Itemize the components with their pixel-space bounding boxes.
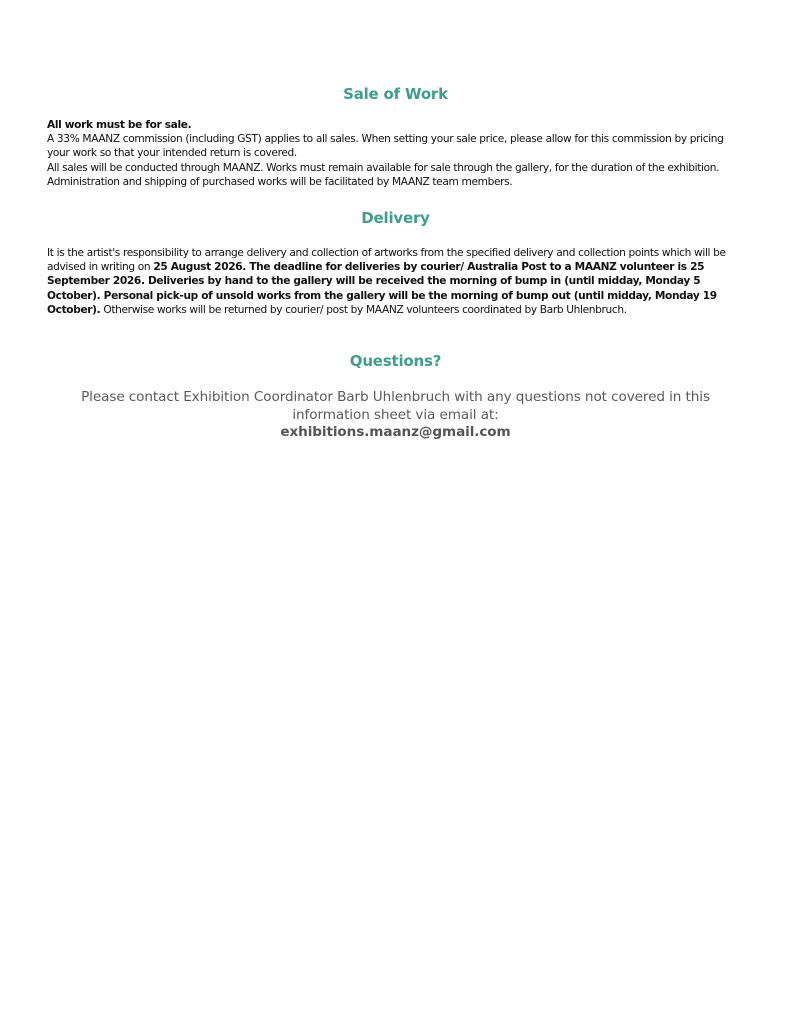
delivery-deadlines: 25 August 2026. The deadline for deliveries by courier/ Australia Post to a MAANZ volunteer is 25 September 2026. Deliveries by hand to the gallery will be received the morning of bump in (until midday, Monday 5 October). Personal pick-up of unsold works from the gallery will be the morning of bump out (until midday, Monday 19 October). bbox=[47, 261, 717, 316]
delivery-section bbox=[47, 246, 744, 317]
delivery-heading: Delivery bbox=[361, 209, 430, 227]
sale-of-work-heading: Sale of Work bbox=[343, 85, 448, 103]
sale-requirement: All work must be for sale. bbox=[47, 119, 192, 131]
questions-section bbox=[47, 389, 744, 442]
sale-of-work-section bbox=[47, 118, 744, 189]
sale-commission-text: A 33% MAANZ commission (including GST) applies to all sales. When setting your sale price, please allow for this commission by pricing your work so that your intended return is covered. bbox=[47, 133, 724, 160]
questions-heading: Questions? bbox=[349, 352, 442, 370]
delivery-text bbox=[47, 246, 744, 317]
delivery-outro: Otherwise works will be returned by courier/ post by MAANZ volunteers coordinated by Barb Uhlenbruch. bbox=[100, 303, 627, 316]
questions-contact-text: Please contact Exhibition Coordinator Barb Uhlenbruch with any questions not covered in this information sheet via email at: bbox=[81, 389, 710, 423]
contact-email-link[interactable]: exhibitions.maanz@gmail.com bbox=[280, 424, 511, 440]
delivery-intro: It is the artist's responsibility to arrange delivery and collection of artworks from the specified delivery and collection points which will be advised in writing on bbox=[47, 247, 726, 274]
sale-conduct-text: All sales will be conducted through MAANZ. Works must remain available for sale through the gallery, for the duration of the exhibition. Administration and shipping of purchased works will be facilitated by MAANZ team members. bbox=[47, 161, 720, 188]
